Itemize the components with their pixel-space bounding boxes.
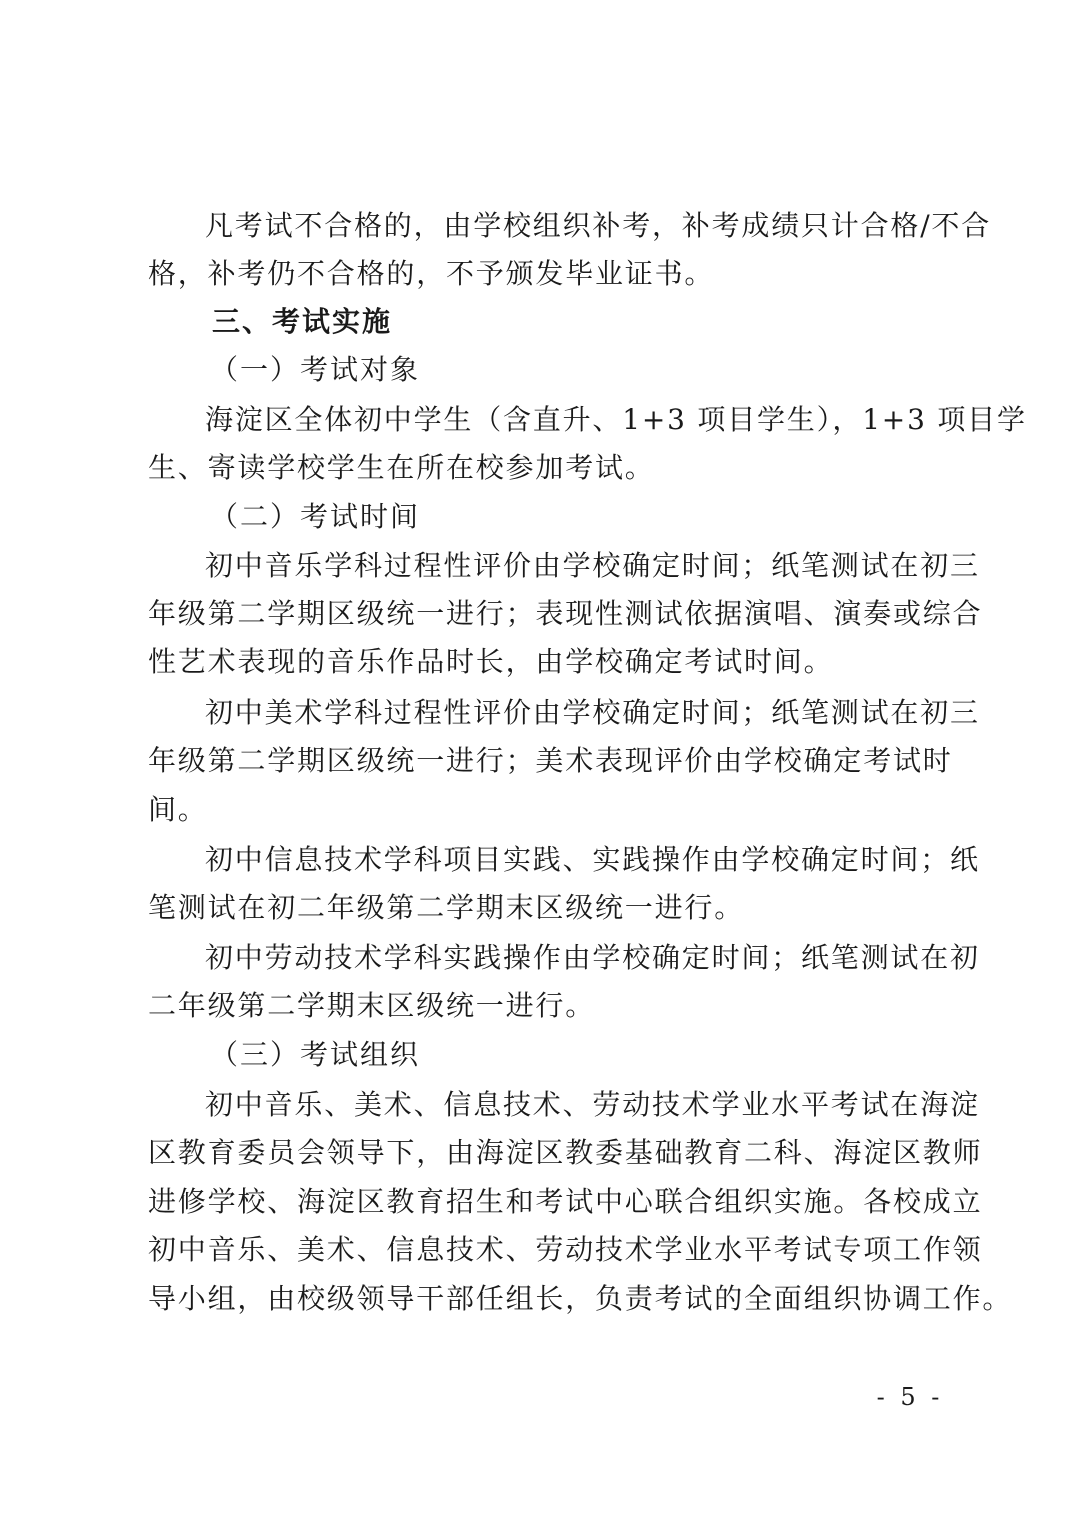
paragraph-line: 二年级第二学期末区级统一进行。 bbox=[148, 989, 596, 1022]
paragraph-line: 海淀区全体初中学生（含直升、1+3 项目学生），1+3 项目学 bbox=[205, 403, 1027, 436]
paragraph-line: 间。 bbox=[148, 793, 208, 826]
paragraph-line: 性艺术表现的音乐作品时长，由学校确定考试时间。 bbox=[148, 645, 834, 678]
section-heading: 三、考试实施 bbox=[212, 305, 393, 338]
paragraph-line: 导小组，由校级领导干部任组长，负责考试的全面组织协调工作。 bbox=[148, 1282, 1013, 1315]
paragraph-line: 格，补考仍不合格的，不予颁发毕业证书。 bbox=[148, 257, 715, 290]
subsection-heading: （三）考试组织 bbox=[210, 1038, 421, 1071]
paragraph-line: 初中美术学科过程性评价由学校确定时间；纸笔测试在初三 bbox=[205, 696, 980, 729]
paragraph-line: 进修学校、海淀区教育招生和考试中心联合组织实施。各校成立 bbox=[148, 1185, 983, 1218]
paragraph-line: 初中劳动技术学科实践操作由学校确定时间；纸笔测试在初 bbox=[205, 941, 980, 974]
subsection-heading: （一）考试对象 bbox=[210, 353, 421, 386]
paragraph-line: 初中音乐、美术、信息技术、劳动技术学业水平考试在海淀 bbox=[205, 1088, 980, 1121]
subsection-heading: （二）考试时间 bbox=[210, 500, 421, 533]
paragraph-line: 年级第二学期区级统一进行；美术表现评价由学校确定考试时 bbox=[148, 744, 953, 777]
paragraph-line: 生、寄读学校学生在所在校参加考试。 bbox=[148, 451, 655, 484]
paragraph-line: 笔测试在初二年级第二学期末区级统一进行。 bbox=[148, 891, 745, 924]
page-number: - 5 - bbox=[876, 1383, 944, 1411]
paragraph-line: 区教育委员会领导下，由海淀区教委基础教育二科、海淀区教师 bbox=[148, 1136, 983, 1169]
paragraph-line: 初中音乐、美术、信息技术、劳动技术学业水平考试专项工作领 bbox=[148, 1233, 983, 1266]
paragraph-line: 初中信息技术学科项目实践、实践操作由学校确定时间；纸 bbox=[205, 843, 980, 876]
paragraph-line: 年级第二学期区级统一进行；表现性测试依据演唱、演奏或综合 bbox=[148, 597, 983, 630]
paragraph-line: 凡考试不合格的，由学校组织补考，补考成绩只计合格/不合 bbox=[205, 209, 992, 242]
paragraph-line: 初中音乐学科过程性评价由学校确定时间；纸笔测试在初三 bbox=[205, 549, 980, 582]
